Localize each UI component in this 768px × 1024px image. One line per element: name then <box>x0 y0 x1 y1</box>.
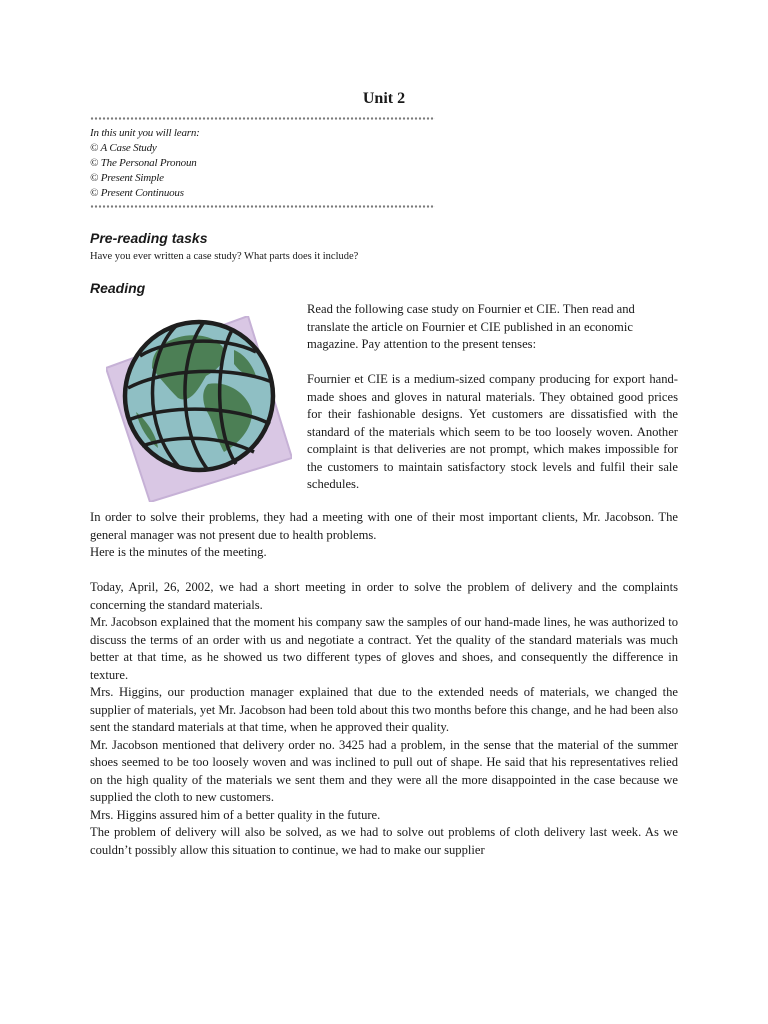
paragraph-meeting: In order to solve their problems, they had a meeting with one of their most important clients, Mr. Jacobson. The general manager was not present due to health problems. <box>90 510 678 542</box>
pre-reading-heading: Pre-reading tasks <box>90 230 208 246</box>
learning-intro: In this unit you will learn: <box>90 127 200 139</box>
case-study-paragraph: Fournier et CIE is a medium-sized company producing for export hand-made shoes and gloves in natural materials. They obtained good prices for their fashionable designs. Yet customers are dissatisfied with the standard of the materials which seem to be too loosely woven. Another complaint is that deliveries are not prompt, which makes impossible for the customers to maintain satisfactory stock levels and fulfil their sale schedules. <box>307 372 678 491</box>
dotted-divider-bottom <box>90 204 435 209</box>
globe-clipart <box>106 316 292 502</box>
paragraph-date: Today, April, 26, 2002, we had a short meeting in order to solve the problem of delivery and the complaints concerning the standard materials. <box>90 580 678 612</box>
reading-heading: Reading <box>90 280 146 296</box>
learning-item: © The Personal Pronoun <box>90 157 197 169</box>
paragraph-minutes-intro: Here is the minutes of the meeting. <box>90 545 267 559</box>
learning-item: © A Case Study <box>90 142 157 154</box>
paragraph-delivery-problem: The problem of delivery will also be solved, as we had to solve out problems of cloth delivery last week. As we couldn’t possibly allow this situation to continue, we had to make our supplier <box>90 825 678 857</box>
learning-item: © Present Continuous <box>90 187 184 199</box>
dotted-divider-top <box>90 116 435 121</box>
copyright-bullet-icon: © <box>90 157 99 169</box>
copyright-bullet-icon: © <box>90 172 99 184</box>
paragraph-higgins-explained: Mrs. Higgins, our production manager explained that due to the extended needs of materials, we changed the supplier of materials, yet Mr. Jacobson had been told about this two months before this change, and he had been also sent the standard materials at that time, when he approved their quality. <box>90 685 678 734</box>
pre-reading-question: Have you ever written a case study? What parts does it include? <box>90 251 359 262</box>
case-study-body <box>90 509 678 859</box>
unit-title: Unit 2 <box>362 90 406 107</box>
paragraph-jacobson-explained: Mr. Jacobson explained that the moment his company saw the samples of our hand-made lines, he was authorized to discuss the terms of an order with us and negotiate a contract. Yet the quality of the standard materials was much better at that time, as he showed us two different types of gloves and shoes, and consequently the difference in texture. <box>90 615 678 682</box>
copyright-bullet-icon: © <box>90 142 99 154</box>
reading-instructions: Read the following case study on Fournier et CIE. Then read and translate the article on Fournier et CIE published in an economic magazine. Pay attention to the present tenses: <box>307 302 635 351</box>
reading-intro-column <box>307 301 678 494</box>
paragraph-higgins-assured: Mrs. Higgins assured him of a better quality in the future. <box>90 807 381 822</box>
paragraph-delivery-order: Mr. Jacobson mentioned that delivery order no. 3425 had a problem, in the sense that the material of the summer shoes seemed to be too loosely woven and was inclined to pull out of shape. He said that his representatives relied on the high quality of the materials we sent them and they were all the more disappointed in the case because we supplied the cloth to new customers. <box>90 737 678 804</box>
globe-icon <box>106 316 292 502</box>
learning-item: © Present Simple <box>90 172 164 184</box>
learning-objectives <box>90 126 435 201</box>
copyright-bullet-icon: © <box>90 187 99 199</box>
